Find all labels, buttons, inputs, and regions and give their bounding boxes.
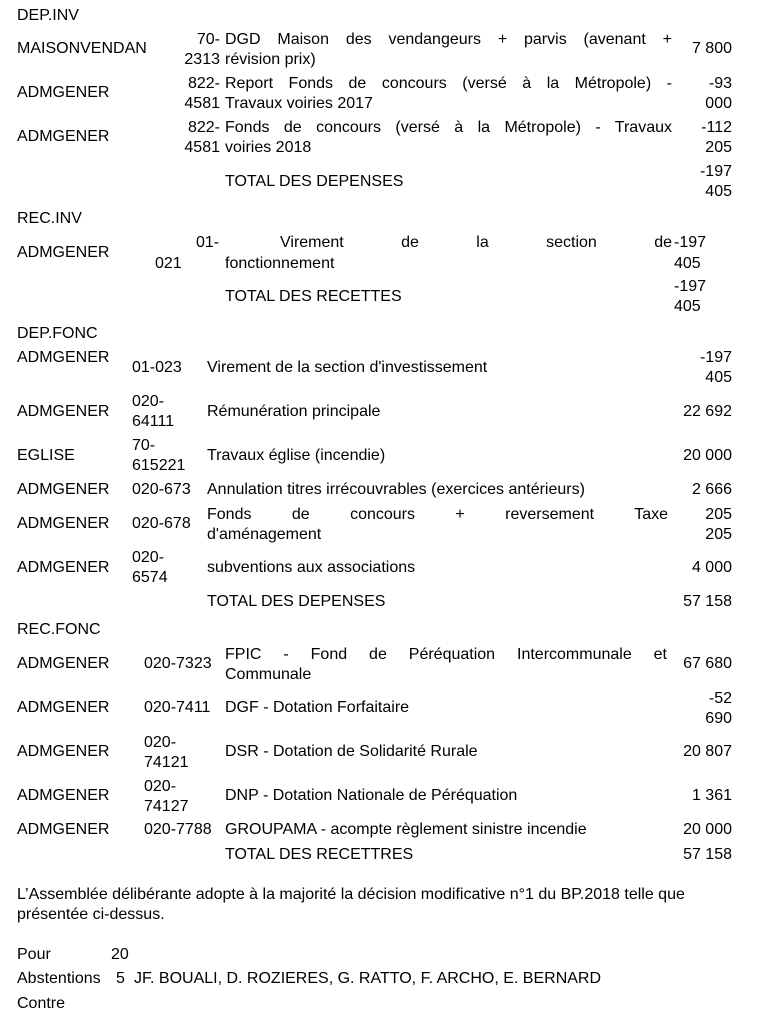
code-cell: 4581 <box>184 95 220 112</box>
label-cell: Communale <box>225 666 312 683</box>
total-amount: -197 <box>674 278 707 295</box>
service-cell: ADMGENER <box>17 244 110 261</box>
label-cell: DGD Maison des vendangeurs + parvis (avenant + <box>225 31 672 48</box>
service-cell: EGLISE <box>17 447 75 464</box>
code-cell: 4581 <box>184 139 220 156</box>
vote-contre-label: Contre <box>17 995 66 1012</box>
total-amount: 405 <box>674 298 701 315</box>
code-cell: 70- <box>196 31 220 48</box>
code-cell: 01-023 <box>132 359 182 376</box>
code-cell: 70- <box>132 437 156 454</box>
label-cell: Virement de la section de <box>280 234 672 251</box>
label-cell: Fonds de concours + reversement Taxe <box>207 506 668 523</box>
total-label: TOTAL DES DEPENSES <box>225 173 404 190</box>
amount-cell: 67 680 <box>683 655 732 672</box>
vote-abstentions-label: Abstentions <box>17 970 101 987</box>
service-cell: ADMGENER <box>17 655 110 672</box>
label-cell: voiries 2018 <box>225 139 312 156</box>
total-amount: 57 158 <box>683 846 732 863</box>
label-cell: révision prix) <box>225 51 316 68</box>
amount-cell: 690 <box>705 710 732 727</box>
section-heading: REC.FONC <box>17 621 101 638</box>
code-cell: 020-678 <box>132 515 191 532</box>
section-heading: DEP.FONC <box>17 325 98 342</box>
service-cell: ADMGENER <box>17 699 110 716</box>
amount-cell: -197 <box>674 234 707 251</box>
label-cell: Rémunération principale <box>207 403 381 420</box>
total-amount: -197 <box>699 163 732 180</box>
code-cell: 021 <box>155 255 182 272</box>
label-cell: FPIC - Fond de Péréquation Intercommunale et <box>225 646 667 663</box>
code-cell: 020-7411 <box>144 699 211 716</box>
amount-cell: 405 <box>705 369 732 386</box>
code-cell: 020-7323 <box>144 655 212 672</box>
label-cell: Travaux église (incendie) <box>207 447 386 464</box>
label-cell: d'aménagement <box>207 526 322 543</box>
label-cell: DGF - Dotation Forfaitaire <box>225 699 410 716</box>
code-cell: 2313 <box>184 51 220 68</box>
label-cell: DNP - Dotation Nationale de Péréquation <box>225 787 518 804</box>
service-cell: ADMGENER <box>17 821 110 838</box>
code-cell: 822- <box>187 75 220 92</box>
service-cell: ADMGENER <box>17 403 110 420</box>
label-cell: Annulation titres irrécouvrables (exercices antérieurs) <box>207 481 585 498</box>
service-cell: ADMGENER <box>17 349 110 366</box>
total-label: TOTAL DES DEPENSES <box>207 593 386 610</box>
amount-cell: -112 <box>701 119 732 136</box>
total-label: TOTAL DES RECETTRES <box>225 846 414 863</box>
code-cell: 020- <box>132 393 165 410</box>
amount-cell: 405 <box>674 255 701 272</box>
amount-cell: 205 <box>705 526 732 543</box>
label-cell: DSR - Dotation de Solidarité Rurale <box>225 743 478 760</box>
label-cell: Report Fonds de concours (versé à la Métropole) - <box>225 75 672 92</box>
amount-cell: -197 <box>699 349 732 366</box>
decision-paragraph: L’Assemblée délibérante adopte à la majorité la décision modificative n°1 du BP.2018 telle que présentée ci-dessus. <box>17 886 685 923</box>
label-cell: Fonds de concours (versé à la Métropole) - Travaux <box>225 119 672 136</box>
code-cell: 822- <box>187 119 220 136</box>
amount-cell: -93 <box>708 75 732 92</box>
total-amount: 405 <box>705 183 732 200</box>
code-cell: 020- <box>144 778 177 795</box>
service-cell: ADMGENER <box>17 515 110 532</box>
section-heading: REC.INV <box>17 210 82 227</box>
code-cell: 01- <box>196 234 220 251</box>
amount-cell: 20 807 <box>683 743 732 760</box>
vote-pour-label: Pour <box>17 946 51 963</box>
code-cell: 64111 <box>132 413 175 430</box>
vote-abstentions-count: 5 <box>116 970 125 987</box>
amount-cell: 22 692 <box>683 403 732 420</box>
vote-abstentions-names: JF. BOUALI, D. ROZIERES, G. RATTO, F. ARCHO, E. BERNARD <box>134 970 602 987</box>
service-cell: ADMGENER <box>17 481 110 498</box>
service-cell: ADMGENER <box>17 84 110 101</box>
amount-cell: 20 000 <box>683 447 732 464</box>
code-cell: 020- <box>144 734 177 751</box>
total-amount: 57 158 <box>683 593 732 610</box>
service-cell: ADMGENER <box>17 559 110 576</box>
label-cell: GROUPAMA - acompte règlement sinistre incendie <box>225 821 587 838</box>
section-heading: DEP.INV <box>17 7 79 24</box>
code-cell: 020- <box>132 549 165 566</box>
service-cell: ADMGENER <box>17 743 110 760</box>
service-cell: ADMGENER <box>17 787 110 804</box>
amount-cell: 7 800 <box>691 40 732 57</box>
amount-cell: 2 666 <box>691 481 732 498</box>
code-cell: 020-7788 <box>144 821 212 838</box>
code-cell: 74127 <box>144 798 189 815</box>
label-cell: fonctionnement <box>225 255 335 272</box>
amount-cell: 20 000 <box>683 821 732 838</box>
code-cell: 020-673 <box>132 481 191 498</box>
total-label: TOTAL DES RECETTES <box>225 288 402 305</box>
amount-cell: 205 <box>705 506 732 523</box>
vote-pour-count: 20 <box>111 946 129 963</box>
label-cell: Virement de la section d'investissement <box>207 359 488 376</box>
code-cell: 74121 <box>144 754 189 771</box>
label-cell: subventions aux associations <box>207 559 416 576</box>
code-cell: 6574 <box>132 569 168 586</box>
amount-cell: 205 <box>705 139 732 156</box>
amount-cell: 4 000 <box>691 559 732 576</box>
amount-cell: -52 <box>708 690 732 707</box>
code-cell: 615221 <box>132 457 186 474</box>
amount-cell: 1 361 <box>691 787 732 804</box>
label-cell: Travaux voiries 2017 <box>225 95 373 112</box>
service-cell: ADMGENER <box>17 128 110 145</box>
service-cell: MAISONVENDAN <box>17 40 147 57</box>
amount-cell: 000 <box>705 95 732 112</box>
